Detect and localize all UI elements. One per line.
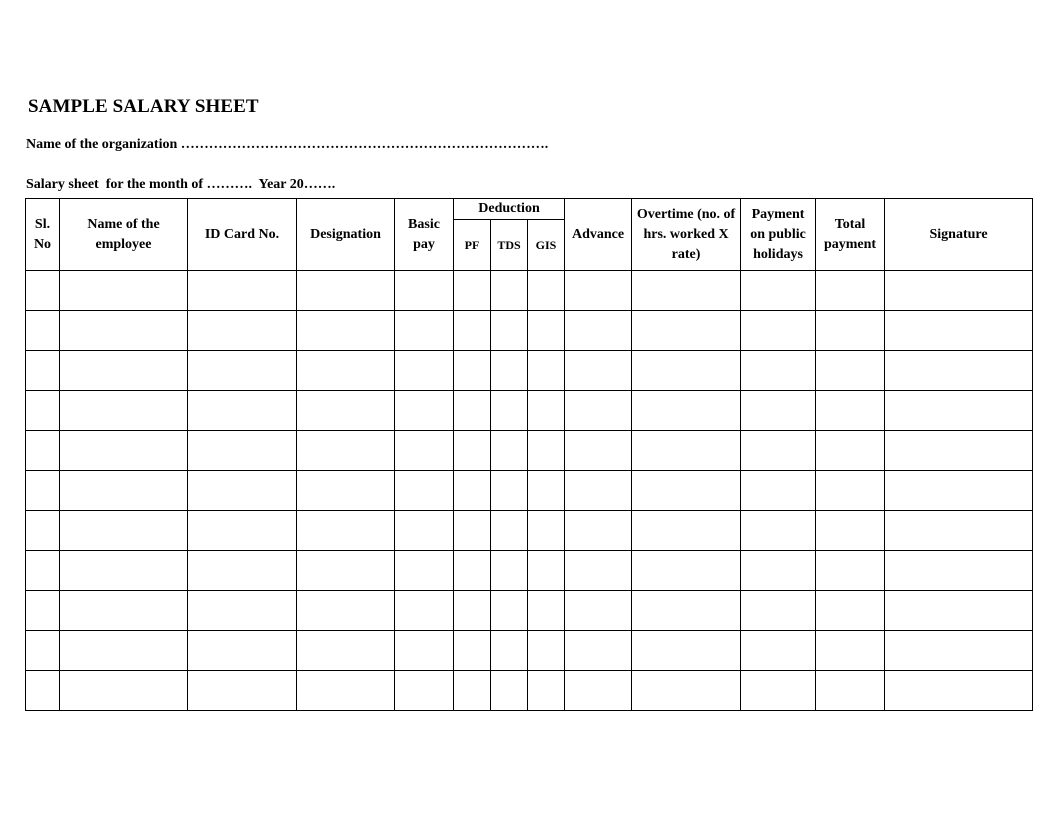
table-cell[interactable] <box>565 671 632 711</box>
table-cell[interactable] <box>26 471 60 511</box>
organization-name-line: Name of the organization ……………………………………………………………………. <box>26 137 549 152</box>
table-cell[interactable] <box>188 391 297 431</box>
header-public-holidays: Payment on public holidays <box>741 199 816 271</box>
table-cell[interactable] <box>491 431 528 471</box>
header-total-payment: Total payment <box>816 199 885 271</box>
table-cell[interactable] <box>491 271 528 311</box>
table-cell[interactable] <box>297 671 395 711</box>
table-cell[interactable] <box>885 391 1033 431</box>
table-cell[interactable] <box>188 671 297 711</box>
table-cell[interactable] <box>816 631 885 671</box>
table-cell[interactable] <box>528 311 565 351</box>
table-cell[interactable] <box>395 551 454 591</box>
table-cell[interactable] <box>565 311 632 351</box>
table-cell[interactable] <box>188 511 297 551</box>
table-cell[interactable] <box>741 391 816 431</box>
table-cell[interactable] <box>885 471 1033 511</box>
table-cell[interactable] <box>60 311 188 351</box>
table-row <box>26 431 1033 471</box>
table-cell[interactable] <box>816 311 885 351</box>
table-body <box>26 271 1033 711</box>
table-cell[interactable] <box>188 271 297 311</box>
table-cell[interactable] <box>741 271 816 311</box>
table-row <box>26 671 1033 711</box>
table-cell[interactable] <box>26 591 60 631</box>
table-cell[interactable] <box>60 671 188 711</box>
table-cell[interactable] <box>454 631 491 671</box>
table-cell[interactable] <box>454 471 491 511</box>
table-row <box>26 311 1033 351</box>
table-cell[interactable] <box>26 391 60 431</box>
table-cell[interactable] <box>632 471 741 511</box>
salary-table <box>25 198 1033 711</box>
table-cell[interactable] <box>395 391 454 431</box>
table-cell[interactable] <box>188 551 297 591</box>
table-cell[interactable] <box>885 311 1033 351</box>
table-cell[interactable] <box>454 511 491 551</box>
table-cell[interactable] <box>885 271 1033 311</box>
table-cell[interactable] <box>26 671 60 711</box>
header-overtime: Overtime (no. of hrs. worked X rate) <box>632 199 741 271</box>
table-header <box>26 199 1033 271</box>
header-advance: Advance <box>565 199 632 271</box>
header-signature: Signature <box>885 199 1033 271</box>
table-cell[interactable] <box>885 511 1033 551</box>
table-cell[interactable] <box>297 591 395 631</box>
table-cell[interactable] <box>454 271 491 311</box>
table-cell[interactable] <box>741 311 816 351</box>
table-cell[interactable] <box>565 471 632 511</box>
table-cell[interactable] <box>26 431 60 471</box>
header-id-card: ID Card No. <box>188 199 297 271</box>
table-cell[interactable] <box>188 631 297 671</box>
table-cell[interactable] <box>491 311 528 351</box>
table-cell[interactable] <box>188 471 297 511</box>
table-cell[interactable] <box>491 631 528 671</box>
table-cell[interactable] <box>816 551 885 591</box>
table-cell[interactable] <box>395 271 454 311</box>
table-cell[interactable] <box>60 351 188 391</box>
table-cell[interactable] <box>632 391 741 431</box>
table-cell[interactable] <box>885 551 1033 591</box>
table-cell[interactable] <box>297 311 395 351</box>
table-cell[interactable] <box>454 311 491 351</box>
table-row <box>26 551 1033 591</box>
table-cell[interactable] <box>741 471 816 511</box>
table-cell[interactable] <box>395 591 454 631</box>
table-cell[interactable] <box>632 311 741 351</box>
table-cell[interactable] <box>632 591 741 631</box>
table-cell[interactable] <box>741 631 816 671</box>
table-row <box>26 271 1033 311</box>
table-cell[interactable] <box>491 591 528 631</box>
table-cell[interactable] <box>565 271 632 311</box>
table-cell[interactable] <box>297 471 395 511</box>
table-cell[interactable] <box>528 431 565 471</box>
table-cell[interactable] <box>297 511 395 551</box>
table-cell[interactable] <box>491 551 528 591</box>
table-cell[interactable] <box>741 511 816 551</box>
table-cell[interactable] <box>816 391 885 431</box>
table-cell[interactable] <box>632 631 741 671</box>
table-cell[interactable] <box>60 591 188 631</box>
table-cell[interactable] <box>528 631 565 671</box>
table-cell[interactable] <box>454 351 491 391</box>
table-cell[interactable] <box>741 431 816 471</box>
table-cell[interactable] <box>816 271 885 311</box>
table-cell[interactable] <box>632 431 741 471</box>
table-cell[interactable] <box>528 671 565 711</box>
table-cell[interactable] <box>454 671 491 711</box>
table-cell[interactable] <box>60 391 188 431</box>
table-cell[interactable] <box>395 431 454 471</box>
table-cell[interactable] <box>565 351 632 391</box>
table-cell[interactable] <box>297 631 395 671</box>
table-cell[interactable] <box>395 631 454 671</box>
table-cell[interactable] <box>885 631 1033 671</box>
table-cell[interactable] <box>816 351 885 391</box>
table-cell[interactable] <box>454 391 491 431</box>
table-cell[interactable] <box>491 671 528 711</box>
table-cell[interactable] <box>297 391 395 431</box>
table-cell[interactable] <box>26 511 60 551</box>
table-cell[interactable] <box>528 551 565 591</box>
table-cell[interactable] <box>816 511 885 551</box>
table-cell[interactable] <box>26 311 60 351</box>
table-cell[interactable] <box>395 351 454 391</box>
table-cell[interactable] <box>188 351 297 391</box>
table-row <box>26 391 1033 431</box>
table-cell[interactable] <box>565 511 632 551</box>
header-gis: GIS <box>528 220 565 271</box>
page-title: SAMPLE SALARY SHEET <box>28 96 259 117</box>
table-cell[interactable] <box>395 511 454 551</box>
table-cell[interactable] <box>60 511 188 551</box>
table-cell[interactable] <box>26 551 60 591</box>
header-sl-no: Sl. No <box>26 199 60 271</box>
table-cell[interactable] <box>632 551 741 591</box>
table-cell[interactable] <box>885 671 1033 711</box>
table-cell[interactable] <box>60 471 188 511</box>
table-cell[interactable] <box>816 591 885 631</box>
table-cell[interactable] <box>60 431 188 471</box>
table-cell[interactable] <box>741 591 816 631</box>
table-cell[interactable] <box>26 351 60 391</box>
table-cell[interactable] <box>395 671 454 711</box>
table-cell[interactable] <box>297 351 395 391</box>
table-cell[interactable] <box>632 351 741 391</box>
table-row <box>26 351 1033 391</box>
table-cell[interactable] <box>395 471 454 511</box>
table-row <box>26 471 1033 511</box>
header-pf: PF <box>454 220 491 271</box>
header-employee-name: Name of the employee <box>60 199 188 271</box>
table-cell[interactable] <box>491 391 528 431</box>
header-designation: Designation <box>297 199 395 271</box>
table-cell[interactable] <box>565 551 632 591</box>
table-cell[interactable] <box>297 551 395 591</box>
header-deduction: Deduction <box>454 199 565 220</box>
table-cell[interactable] <box>816 431 885 471</box>
table-cell[interactable] <box>565 391 632 431</box>
table-row <box>26 591 1033 631</box>
table-cell[interactable] <box>491 471 528 511</box>
header-basic-pay: Basic pay <box>395 199 454 271</box>
table-cell[interactable] <box>885 431 1033 471</box>
table-cell[interactable] <box>528 511 565 551</box>
table-cell[interactable] <box>816 671 885 711</box>
table-cell[interactable] <box>454 591 491 631</box>
table-cell[interactable] <box>60 271 188 311</box>
table-cell[interactable] <box>741 351 816 391</box>
table-cell[interactable] <box>26 631 60 671</box>
table-cell[interactable] <box>188 431 297 471</box>
table-cell[interactable] <box>565 431 632 471</box>
salary-month-line: Salary sheet for the month of ………. Year 20……. <box>26 177 336 192</box>
table-cell[interactable] <box>297 431 395 471</box>
table-cell[interactable] <box>816 471 885 511</box>
table-cell[interactable] <box>528 591 565 631</box>
table-cell[interactable] <box>632 271 741 311</box>
table-cell[interactable] <box>26 271 60 311</box>
table-cell[interactable] <box>565 631 632 671</box>
table-cell[interactable] <box>632 511 741 551</box>
table-row <box>26 631 1033 671</box>
table-cell[interactable] <box>741 551 816 591</box>
table-cell[interactable] <box>885 591 1033 631</box>
table-cell[interactable] <box>632 671 741 711</box>
table-cell[interactable] <box>60 631 188 671</box>
table-cell[interactable] <box>885 351 1033 391</box>
table-cell[interactable] <box>528 391 565 431</box>
table-cell[interactable] <box>565 591 632 631</box>
table-cell[interactable] <box>741 671 816 711</box>
table-cell[interactable] <box>454 551 491 591</box>
table-cell[interactable] <box>528 271 565 311</box>
table-cell[interactable] <box>528 351 565 391</box>
table-cell[interactable] <box>395 311 454 351</box>
table-cell[interactable] <box>188 591 297 631</box>
table-cell[interactable] <box>528 471 565 511</box>
table-cell[interactable] <box>491 511 528 551</box>
table-cell[interactable] <box>297 271 395 311</box>
header-tds: TDS <box>491 220 528 271</box>
table-cell[interactable] <box>491 351 528 391</box>
table-cell[interactable] <box>188 311 297 351</box>
table-cell[interactable] <box>454 431 491 471</box>
table-cell[interactable] <box>60 551 188 591</box>
table-row <box>26 511 1033 551</box>
